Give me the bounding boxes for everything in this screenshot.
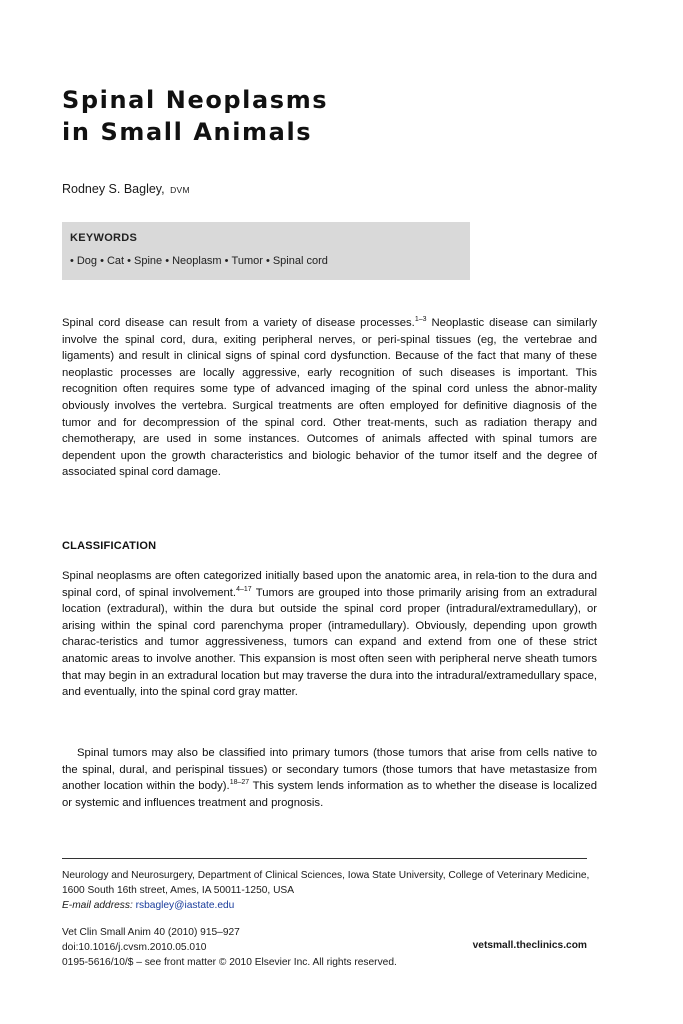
bullet-icon: • xyxy=(70,255,74,267)
keyword-item: Neoplasm xyxy=(172,255,222,267)
author-degree: DVM xyxy=(170,185,190,195)
classification-paragraph-2 xyxy=(62,745,597,811)
title-line-1: Spinal Neoplasms xyxy=(62,86,329,114)
author-line xyxy=(62,182,190,196)
classification-heading: CLASSIFICATION xyxy=(62,540,157,552)
keyword-item: Tumor xyxy=(231,255,263,267)
intro-text-2: Neoplastic disease can similarly involve the spinal cord, dura, exiting peripheral nerves, or peri-spinal tissues (eg, the vertebrae and ligaments) and result in clinical signs of spinal cord dysfunction. Because of the fact that many of these neoplastic processes are locally aggressive, early recognition of such diseases is important. This recognition often requires some type of advanced imaging of the spinal cord unless the abnor-mality obviously involves the vertebra. Surgical treatments are often employed for definitive diagnosis of the tumor and for decompression of the spinal cord. Other treat-ments, such as radiation therapy and chemotherapy, are used in some instances. Outcomes of animals affected with spinal tumors are dependent upon the growth characteristics and biologic behavior of the tumor itself and the degree of associated spinal cord damage. xyxy=(62,317,597,479)
keywords-box xyxy=(62,222,470,280)
classification-text-2: Tumors are grouped into those primarily arising from an extradural location (extradural), within the dura but outside the spinal cord proper (intradural/extramedullary), or arising within the spinal cord parenchyma proper (intramedullary). Obviously, depending upon growth charac-teristics and tumor aggressiveness, tumors can expand and extend from one of these strict anatomic areas to involve another. This expansion is most often seen with peripheral nerve sheath tumors that may begin in an extradural location but may traverse the dura into the intradural/extramedullary space, and eventually, into the spinal cord gray matter. xyxy=(62,586,597,699)
intro-paragraph xyxy=(62,315,597,481)
email-link[interactable]: rsbagley@iastate.edu xyxy=(135,900,235,911)
classification-text-4: This system lends information as to whether the disease is localized or systemic and influences treatment and prognosis. xyxy=(62,780,597,809)
reference-link[interactable]: 18–27 xyxy=(229,779,250,787)
keyword-item: Spinal cord xyxy=(272,255,328,267)
keywords-list xyxy=(70,255,328,267)
title-line-2: in Small Animals xyxy=(62,118,313,146)
bullet-icon: • xyxy=(224,255,229,267)
doi-line: doi:10.1016/j.cvsm.2010.05.010 xyxy=(62,942,207,953)
keyword-item: Cat xyxy=(106,255,125,267)
intro-text-1: Spinal cord disease can result from a variety of disease processes. xyxy=(62,317,415,329)
bullet-icon: • xyxy=(100,255,104,267)
footer-divider xyxy=(62,858,587,859)
author-name: Rodney S. Bagley, xyxy=(62,182,165,196)
issn-copyright-line: 0195-5616/10/$ – see front matter © 2010 Elsevier Inc. All rights reserved. xyxy=(62,957,397,968)
classification-text-1: Spinal neoplasms are often categorized initially based upon the anatomic area, in rela-tion to the dura and spinal cord, of spinal involvement. xyxy=(62,570,597,599)
keywords-heading: KEYWORDS xyxy=(70,232,138,244)
email-label: E-mail address: xyxy=(62,900,133,911)
author-affiliation: Neurology and Neurosurgery, Department of Clinical Sciences, Iowa State University, College of Veterinary Medicine, 1600 South 16th street, Ames, IA 50011-1250, USA xyxy=(62,870,590,896)
bullet-icon: • xyxy=(127,255,132,267)
keyword-item: Spine xyxy=(134,255,163,267)
reference-link[interactable]: 4–17 xyxy=(236,585,252,593)
bullet-icon: • xyxy=(165,255,170,267)
journal-website-link[interactable]: vetsmall.theclinics.com xyxy=(472,940,587,951)
bullet-icon: • xyxy=(265,255,270,267)
classification-paragraph-1 xyxy=(62,568,597,701)
email-line xyxy=(62,898,592,913)
article-title xyxy=(62,84,582,148)
reference-link[interactable]: 1–3 xyxy=(414,316,427,323)
classification-text-3: Spinal tumors may also be classified into primary tumors (those tumors that arise from cells native to the spinal, dural, and perispinal tissues) or secondary tumors (those tumors that have metastasize from another location within the body). xyxy=(62,747,597,793)
journal-citation: Vet Clin Small Anim 40 (2010) 915–927 xyxy=(62,927,240,938)
keyword-item: Dog xyxy=(76,255,98,267)
